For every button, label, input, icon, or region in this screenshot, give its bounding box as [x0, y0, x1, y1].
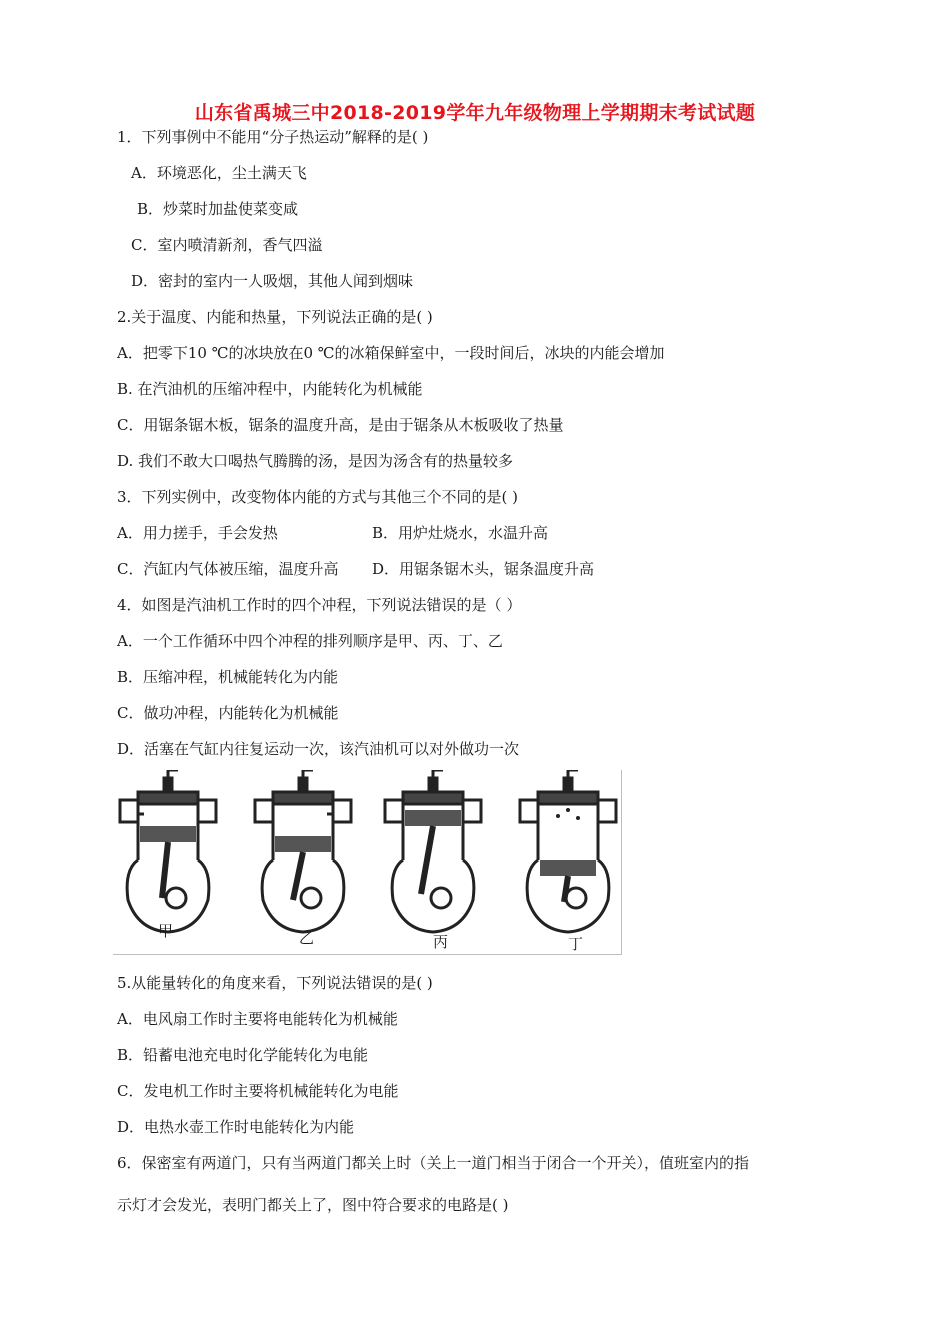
page-title: 山东省禹城三中2018-2019学年九年级物理上学期期末考试试题 — [194, 102, 756, 124]
q1-option-d: D．密封的室内一人吸烟，其他人闻到烟味 — [131, 272, 414, 290]
engine-diagrams — [113, 770, 621, 954]
q2-option-b: B. 在汽油机的压缩冲程中，内能转化为机械能 — [117, 380, 423, 398]
engine-strokes-figure — [113, 770, 622, 955]
q2-stem: 2.关于温度、内能和热量，下列说法正确的是( ) — [117, 308, 433, 326]
q3-option-b: B．用炉灶烧水，水温升高 — [372, 524, 549, 542]
q2-option-a: A．把零下10 ℃的冰块放在0 ℃的冰箱保鲜室中，一段时间后，冰块的内能会增加 — [117, 344, 665, 362]
q2-option-c: C．用锯条锯木板，锯条的温度升高，是由于锯条从木板吸收了热量 — [117, 416, 564, 434]
caption-jia: 甲 — [158, 922, 174, 940]
q4-option-b: B．压缩冲程，机械能转化为内能 — [117, 668, 339, 686]
q4-option-d: D．活塞在气缸内往复运动一次，该汽油机可以对外做功一次 — [117, 740, 520, 758]
engine-ding — [520, 770, 616, 932]
q1-option-c: C．室内喷清新剂，香气四溢 — [131, 236, 323, 254]
engine-bing — [385, 770, 481, 932]
caption-bing: 丙 — [433, 933, 449, 951]
engine-yi — [255, 770, 351, 932]
engine-jia — [120, 770, 216, 932]
q6-stem-line1: 6．保密室有两道门，只有当两道门都关上时（关上一道门相当于闭合一个开关），值班室内的指 — [117, 1154, 750, 1172]
q2-option-d: D. 我们不敢大口喝热气腾腾的汤，是因为汤含有的热量较多 — [117, 452, 514, 470]
caption-ding: 丁 — [568, 935, 584, 953]
q3-option-d: D．用锯条锯木头，锯条温度升高 — [372, 560, 595, 578]
q1-option-a: A．环境恶化，尘土满天飞 — [131, 164, 307, 182]
q4-option-a: A．一个工作循环中四个冲程的排列顺序是甲、丙、丁、乙 — [117, 632, 503, 650]
q3-option-a: A．用力搓手，手会发热 — [117, 524, 278, 542]
q4-stem: 4．如图是汽油机工作时的四个冲程，下列说法错误的是（ ） — [117, 596, 522, 614]
q5-option-a: A．电风扇工作时主要将电能转化为机械能 — [117, 1010, 398, 1028]
q5-option-d: D．电热水壶工作时电能转化为内能 — [117, 1118, 355, 1136]
caption-yi: 乙 — [299, 929, 315, 947]
q4-option-c: C．做功冲程，内能转化为机械能 — [117, 704, 339, 722]
q3-option-c: C．汽缸内气体被压缩，温度升高 — [117, 560, 339, 578]
q3-stem: 3．下列实例中，改变物体内能的方式与其他三个不同的是( ) — [117, 488, 519, 506]
q6-stem-line2: 示灯才会发光，表明门都关上了，图中符合要求的电路是( ) — [117, 1196, 509, 1214]
q5-option-c: C．发电机工作时主要将机械能转化为电能 — [117, 1082, 399, 1100]
q1-option-b: B．炒菜时加盐使菜变咸 — [137, 200, 299, 218]
q5-stem: 5.从能量转化的角度来看，下列说法错误的是( ) — [117, 974, 433, 992]
q1-stem: 1．下列事例中不能用“分子热运动”解释的是( ) — [117, 128, 429, 146]
q5-option-b: B．铅蓄电池充电时化学能转化为电能 — [117, 1046, 369, 1064]
